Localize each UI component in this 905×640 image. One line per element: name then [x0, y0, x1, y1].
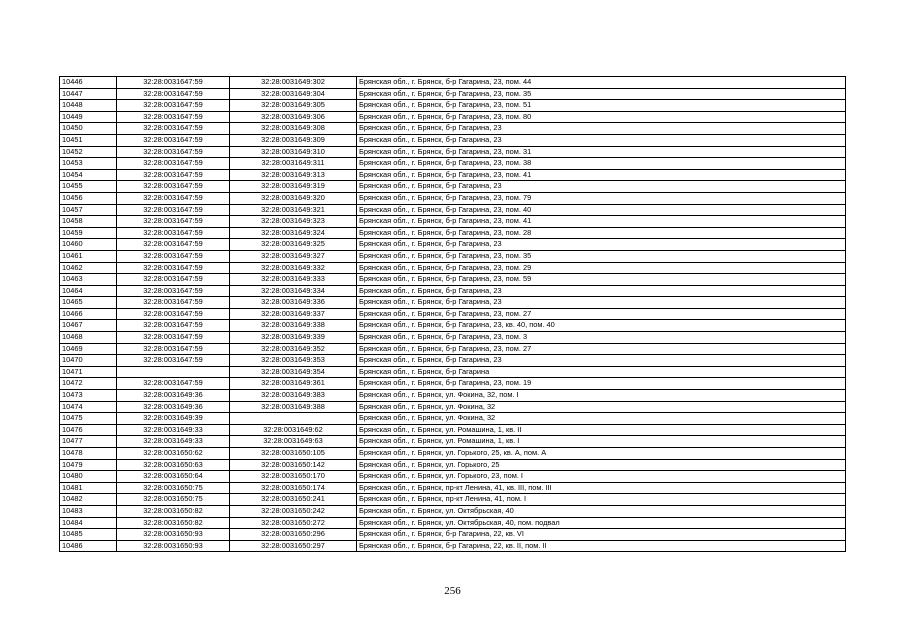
land-parcel-number-cell: 32:28:0031649:33: [117, 424, 230, 436]
row-number-cell: 10457: [60, 204, 117, 216]
table-row: [60, 482, 846, 494]
land-parcel-number-cell: 32:28:0031647:59: [117, 262, 230, 274]
row-number-cell: 10475: [60, 413, 117, 425]
cadastral-number-cell: 32:28:0031649:325: [230, 239, 357, 251]
cadastral-number-cell: 32:28:0031649:302: [230, 77, 357, 89]
land-parcel-number-cell: 32:28:0031647:59: [117, 250, 230, 262]
row-number-cell: 10462: [60, 262, 117, 274]
land-parcel-number-cell: 32:28:0031649:36: [117, 401, 230, 413]
table-row: [60, 471, 846, 483]
cadastral-number-cell: 32:28:0031649:324: [230, 227, 357, 239]
table-row: [60, 436, 846, 448]
cadastral-number-cell: 32:28:0031650:296: [230, 529, 357, 541]
table-row: [60, 158, 846, 170]
cadastral-number-cell: 32:28:0031650:174: [230, 482, 357, 494]
cadastral-number-cell: 32:28:0031649:327: [230, 250, 357, 262]
row-number-cell: 10448: [60, 100, 117, 112]
address-cell: Брянская обл., г. Брянск, ул. Горького, 25: [357, 459, 846, 471]
table-row: [60, 505, 846, 517]
cadastral-number-cell: 32:28:0031649:63: [230, 436, 357, 448]
table-row: [60, 448, 846, 460]
address-cell: Брянская обл., г. Брянск, б-р Гагарина, 23, пом. 31: [357, 146, 846, 158]
row-number-cell: 10482: [60, 494, 117, 506]
address-cell: Брянская обл., г. Брянск, ул. Горького, 23, пом. I: [357, 471, 846, 483]
address-cell: Брянская обл., г. Брянск, б-р Гагарина: [357, 366, 846, 378]
table-row: [60, 308, 846, 320]
row-number-cell: 10456: [60, 192, 117, 204]
address-cell: Брянская обл., г. Брянск, б-р Гагарина, 23: [357, 297, 846, 309]
address-cell: Брянская обл., г. Брянск, б-р Гагарина, 23, пом. 80: [357, 111, 846, 123]
address-cell: Брянская обл., г. Брянск, б-р Гагарина, 23, пом. 40: [357, 204, 846, 216]
table-row: [60, 355, 846, 367]
row-number-cell: 10466: [60, 308, 117, 320]
address-cell: Брянская обл., г. Брянск, б-р Гагарина, 23, пом. 79: [357, 192, 846, 204]
table-row: [60, 332, 846, 344]
row-number-cell: 10454: [60, 169, 117, 181]
row-number-cell: 10483: [60, 505, 117, 517]
table-row: [60, 239, 846, 251]
table-row: [60, 494, 846, 506]
cadastral-number-cell: 32:28:0031650:242: [230, 505, 357, 517]
cadastral-number-cell: 32:28:0031649:383: [230, 390, 357, 402]
land-parcel-number-cell: 32:28:0031650:63: [117, 459, 230, 471]
table-row: [60, 250, 846, 262]
address-cell: Брянская обл., г. Брянск, ул. Фокина, 32: [357, 401, 846, 413]
cadastral-number-cell: 32:28:0031649:352: [230, 343, 357, 355]
address-cell: Брянская обл., г. Брянск, б-р Гагарина, 23, пом. 27: [357, 308, 846, 320]
row-number-cell: 10452: [60, 146, 117, 158]
table-row: [60, 227, 846, 239]
table-row: [60, 123, 846, 135]
row-number-cell: 10446: [60, 77, 117, 89]
cadastral-number-cell: 32:28:0031650:241: [230, 494, 357, 506]
row-number-cell: 10449: [60, 111, 117, 123]
address-cell: Брянская обл., г. Брянск, б-р Гагарина, 23: [357, 239, 846, 251]
address-cell: Брянская обл., г. Брянск, пр-кт Ленина, 41, пом. I: [357, 494, 846, 506]
table-row: [60, 320, 846, 332]
land-parcel-number-cell: 32:28:0031647:59: [117, 204, 230, 216]
row-number-cell: 10486: [60, 540, 117, 552]
address-cell: Брянская обл., г. Брянск, б-р Гагарина, 23, пом. 35: [357, 250, 846, 262]
table-row: [60, 517, 846, 529]
land-parcel-number-cell: 32:28:0031647:59: [117, 123, 230, 135]
registry-table: [59, 76, 846, 552]
land-parcel-number-cell: [117, 366, 230, 378]
address-cell: Брянская обл., г. Брянск, б-р Гагарина, 23, кв. 40, пом. 40: [357, 320, 846, 332]
cadastral-number-cell: 32:28:0031649:308: [230, 123, 357, 135]
land-parcel-number-cell: 32:28:0031647:59: [117, 320, 230, 332]
address-cell: Брянская обл., г. Брянск, ул. Ромашина, 1, кв. II: [357, 424, 846, 436]
cadastral-number-cell: 32:28:0031649:306: [230, 111, 357, 123]
address-cell: Брянская обл., г. Брянск, ул. Горького, 25, кв. А, пом. А: [357, 448, 846, 460]
land-parcel-number-cell: 32:28:0031650:75: [117, 494, 230, 506]
row-number-cell: 10481: [60, 482, 117, 494]
land-parcel-number-cell: 32:28:0031649:36: [117, 390, 230, 402]
row-number-cell: 10463: [60, 274, 117, 286]
row-number-cell: 10447: [60, 88, 117, 100]
row-number-cell: 10450: [60, 123, 117, 135]
table-row: [60, 540, 846, 552]
row-number-cell: 10485: [60, 529, 117, 541]
land-parcel-number-cell: 32:28:0031647:59: [117, 111, 230, 123]
cadastral-number-cell: 32:28:0031649:339: [230, 332, 357, 344]
cadastral-number-cell: [230, 413, 357, 425]
table-row: [60, 285, 846, 297]
row-number-cell: 10468: [60, 332, 117, 344]
address-cell: Брянская обл., г. Брянск, б-р Гагарина, 23, пом. 51: [357, 100, 846, 112]
address-cell: Брянская обл., г. Брянск, б-р Гагарина, 23: [357, 134, 846, 146]
table-row: [60, 100, 846, 112]
cadastral-number-cell: 32:28:0031649:310: [230, 146, 357, 158]
address-cell: Брянская обл., г. Брянск, ул. Фокина, 32: [357, 413, 846, 425]
address-cell: Брянская обл., г. Брянск, б-р Гагарина, 23, пом. 28: [357, 227, 846, 239]
cadastral-number-cell: 32:28:0031649:321: [230, 204, 357, 216]
table-row: [60, 204, 846, 216]
land-parcel-number-cell: 32:28:0031647:59: [117, 274, 230, 286]
row-number-cell: 10484: [60, 517, 117, 529]
cadastral-number-cell: 32:28:0031649:309: [230, 134, 357, 146]
row-number-cell: 10460: [60, 239, 117, 251]
address-cell: Брянская обл., г. Брянск, б-р Гагарина, 23, пом. 59: [357, 274, 846, 286]
row-number-cell: 10474: [60, 401, 117, 413]
cadastral-number-cell: 32:28:0031649:336: [230, 297, 357, 309]
table-row: [60, 297, 846, 309]
address-cell: Брянская обл., г. Брянск, б-р Гагарина, 23, пом. 44: [357, 77, 846, 89]
table-row: [60, 192, 846, 204]
address-cell: Брянская обл., г. Брянск, ул. Октябрьская, 40: [357, 505, 846, 517]
cadastral-number-cell: 32:28:0031649:353: [230, 355, 357, 367]
address-cell: Брянская обл., г. Брянск, ул. Ромашина, 1, кв. I: [357, 436, 846, 448]
row-number-cell: 10464: [60, 285, 117, 297]
address-cell: Брянская обл., г. Брянск, б-р Гагарина, 23, пом. 29: [357, 262, 846, 274]
cadastral-number-cell: 32:28:0031650:297: [230, 540, 357, 552]
address-cell: Брянская обл., г. Брянск, б-р Гагарина, 23: [357, 285, 846, 297]
cadastral-number-cell: 32:28:0031649:305: [230, 100, 357, 112]
cadastral-number-cell: 32:28:0031649:333: [230, 274, 357, 286]
land-parcel-number-cell: 32:28:0031647:59: [117, 378, 230, 390]
land-parcel-number-cell: 32:28:0031650:62: [117, 448, 230, 460]
address-cell: Брянская обл., г. Брянск, б-р Гагарина, 23: [357, 123, 846, 135]
address-cell: Брянская обл., г. Брянск, б-р Гагарина, 23, пом. 35: [357, 88, 846, 100]
address-cell: Брянская обл., г. Брянск, б-р Гагарина, 23, пом. 3: [357, 332, 846, 344]
row-number-cell: 10479: [60, 459, 117, 471]
cadastral-number-cell: 32:28:0031649:332: [230, 262, 357, 274]
land-parcel-number-cell: 32:28:0031647:59: [117, 332, 230, 344]
table-row: [60, 134, 846, 146]
table-row: [60, 529, 846, 541]
table-row: [60, 146, 846, 158]
row-number-cell: 10451: [60, 134, 117, 146]
cadastral-number-cell: 32:28:0031649:354: [230, 366, 357, 378]
table-row: [60, 262, 846, 274]
land-parcel-number-cell: 32:28:0031650:93: [117, 540, 230, 552]
land-parcel-number-cell: 32:28:0031647:59: [117, 146, 230, 158]
cadastral-number-cell: 32:28:0031649:337: [230, 308, 357, 320]
cadastral-number-cell: 32:28:0031649:313: [230, 169, 357, 181]
row-number-cell: 10480: [60, 471, 117, 483]
table-row: [60, 88, 846, 100]
cadastral-number-cell: 32:28:0031649:334: [230, 285, 357, 297]
table-row: [60, 424, 846, 436]
cadastral-number-cell: 32:28:0031649:319: [230, 181, 357, 193]
table-row: [60, 390, 846, 402]
row-number-cell: 10453: [60, 158, 117, 170]
table-row: [60, 181, 846, 193]
address-cell: Брянская обл., г. Брянск, б-р Гагарина, 23, пом. 19: [357, 378, 846, 390]
land-parcel-number-cell: 32:28:0031649:33: [117, 436, 230, 448]
land-parcel-number-cell: 32:28:0031647:59: [117, 100, 230, 112]
table-row: [60, 169, 846, 181]
address-cell: Брянская обл., г. Брянск, ул. Октябрьская, 40, пом. подвал: [357, 517, 846, 529]
address-cell: Брянская обл., г. Брянск, б-р Гагарина, 23: [357, 181, 846, 193]
row-number-cell: 10467: [60, 320, 117, 332]
land-parcel-number-cell: 32:28:0031647:59: [117, 169, 230, 181]
address-cell: Брянская обл., г. Брянск, б-р Гагарина, 22, кв. II, пом. II: [357, 540, 846, 552]
table-row: [60, 366, 846, 378]
row-number-cell: 10476: [60, 424, 117, 436]
table-row: [60, 111, 846, 123]
page-number: 256: [444, 585, 461, 597]
address-cell: Брянская обл., г. Брянск, ул. Фокина, 32, пом. I: [357, 390, 846, 402]
land-parcel-number-cell: 32:28:0031647:59: [117, 192, 230, 204]
cadastral-number-cell: 32:28:0031649:361: [230, 378, 357, 390]
land-parcel-number-cell: 32:28:0031647:59: [117, 77, 230, 89]
table-row: [60, 378, 846, 390]
row-number-cell: 10461: [60, 250, 117, 262]
land-parcel-number-cell: 32:28:0031650:93: [117, 529, 230, 541]
cadastral-number-cell: 32:28:0031649:320: [230, 192, 357, 204]
row-number-cell: 10469: [60, 343, 117, 355]
table-row: [60, 274, 846, 286]
land-parcel-number-cell: 32:28:0031650:64: [117, 471, 230, 483]
row-number-cell: 10477: [60, 436, 117, 448]
row-number-cell: 10478: [60, 448, 117, 460]
land-parcel-number-cell: 32:28:0031647:59: [117, 343, 230, 355]
land-parcel-number-cell: 32:28:0031650:82: [117, 505, 230, 517]
table-row: [60, 413, 846, 425]
land-parcel-number-cell: 32:28:0031647:59: [117, 227, 230, 239]
address-cell: Брянская обл., г. Брянск, б-р Гагарина, 23, пом. 41: [357, 169, 846, 181]
land-parcel-number-cell: 32:28:0031647:59: [117, 297, 230, 309]
land-parcel-number-cell: 32:28:0031647:59: [117, 88, 230, 100]
cadastral-number-cell: 32:28:0031650:142: [230, 459, 357, 471]
address-cell: Брянская обл., г. Брянск, б-р Гагарина, 23, пом. 38: [357, 158, 846, 170]
cadastral-number-cell: 32:28:0031649:62: [230, 424, 357, 436]
land-parcel-number-cell: 32:28:0031647:59: [117, 308, 230, 320]
row-number-cell: 10455: [60, 181, 117, 193]
row-number-cell: 10470: [60, 355, 117, 367]
land-parcel-number-cell: 32:28:0031647:59: [117, 181, 230, 193]
row-number-cell: 10472: [60, 378, 117, 390]
row-number-cell: 10473: [60, 390, 117, 402]
land-parcel-number-cell: 32:28:0031647:59: [117, 216, 230, 228]
row-number-cell: 10458: [60, 216, 117, 228]
land-parcel-number-cell: 32:28:0031650:75: [117, 482, 230, 494]
land-parcel-number-cell: 32:28:0031649:39: [117, 413, 230, 425]
address-cell: Брянская обл., г. Брянск, б-р Гагарина, 23, пом. 41: [357, 216, 846, 228]
cadastral-number-cell: 32:28:0031649:338: [230, 320, 357, 332]
row-number-cell: 10471: [60, 366, 117, 378]
land-parcel-number-cell: 32:28:0031647:59: [117, 134, 230, 146]
cadastral-number-cell: 32:28:0031649:304: [230, 88, 357, 100]
address-cell: Брянская обл., г. Брянск, б-р Гагарина, 22, кв. VI: [357, 529, 846, 541]
cadastral-number-cell: 32:28:0031650:272: [230, 517, 357, 529]
cadastral-number-cell: 32:28:0031650:105: [230, 448, 357, 460]
land-parcel-number-cell: 32:28:0031647:59: [117, 285, 230, 297]
row-number-cell: 10459: [60, 227, 117, 239]
land-parcel-number-cell: 32:28:0031650:82: [117, 517, 230, 529]
table-row: [60, 77, 846, 89]
cadastral-number-cell: 32:28:0031649:323: [230, 216, 357, 228]
address-cell: Брянская обл., г. Брянск, б-р Гагарина, 23, пом. 27: [357, 343, 846, 355]
table-row: [60, 459, 846, 471]
address-cell: Брянская обл., г. Брянск, б-р Гагарина, 23: [357, 355, 846, 367]
address-cell: Брянская обл., г. Брянск, пр-кт Ленина, 41, кв. III, пом. III: [357, 482, 846, 494]
table-row: [60, 343, 846, 355]
table-row: [60, 216, 846, 228]
land-parcel-number-cell: 32:28:0031647:59: [117, 158, 230, 170]
table-row: [60, 401, 846, 413]
registry-table-body: [60, 77, 846, 552]
land-parcel-number-cell: 32:28:0031647:59: [117, 239, 230, 251]
row-number-cell: 10465: [60, 297, 117, 309]
cadastral-number-cell: 32:28:0031649:311: [230, 158, 357, 170]
cadastral-number-cell: 32:28:0031649:388: [230, 401, 357, 413]
cadastral-number-cell: 32:28:0031650:170: [230, 471, 357, 483]
land-parcel-number-cell: 32:28:0031647:59: [117, 355, 230, 367]
